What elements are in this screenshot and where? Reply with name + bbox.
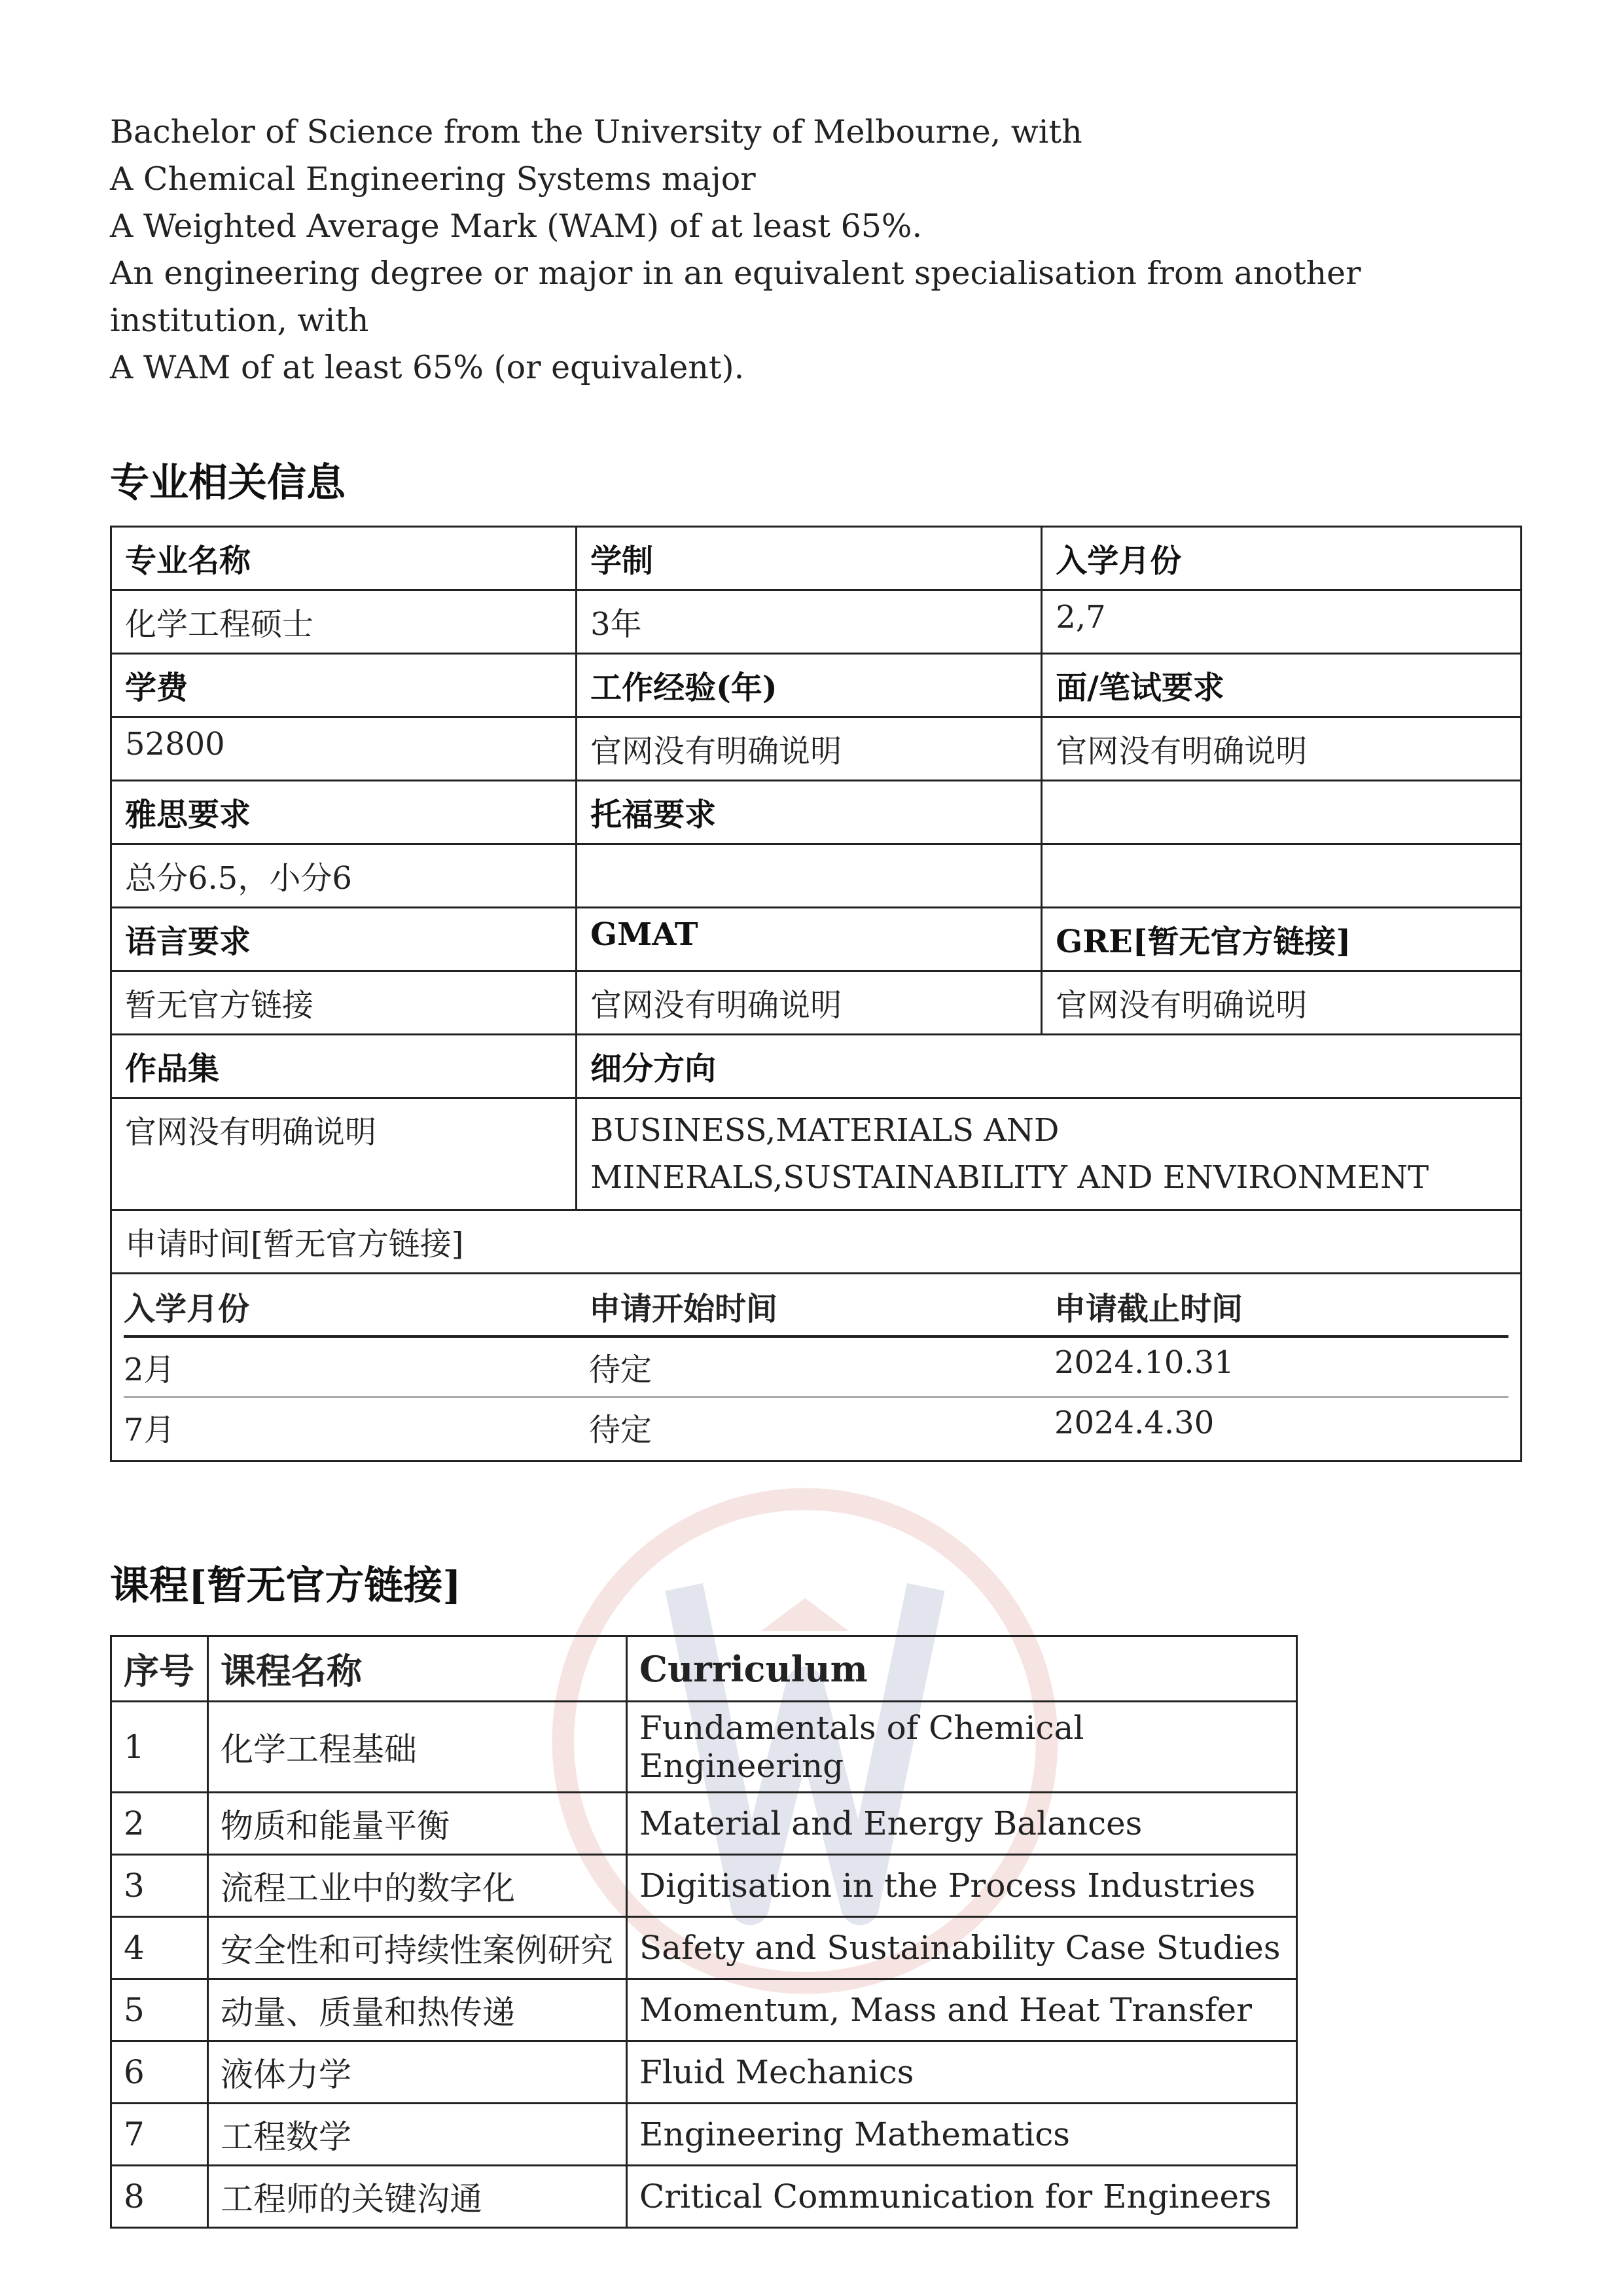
apply-start: 待定 bbox=[588, 1412, 652, 1448]
intro-requirements bbox=[110, 109, 1537, 391]
course-row bbox=[111, 2104, 1297, 2166]
course-name-en: Critical Communication for Engineers bbox=[627, 2166, 1297, 2228]
header-duration: 学制 bbox=[577, 527, 1042, 590]
header-toefl: 托福要求 bbox=[577, 781, 1042, 844]
value-intake: 2,7 bbox=[1042, 590, 1522, 654]
intro-line: Bachelor of Science from the University of Melbourne, with bbox=[110, 113, 1082, 151]
header-work-experience: 工作经验(年) bbox=[577, 654, 1042, 717]
application-time-table bbox=[124, 1274, 1508, 1456]
apply-header-intake: 入学月份 bbox=[124, 1274, 589, 1336]
header-ielts: 雅思要求 bbox=[111, 781, 577, 844]
course-number: 2 bbox=[111, 1793, 208, 1855]
course-name-cn: 安全性和可持续性案例研究 bbox=[208, 1917, 627, 1979]
course-header-number: 序号 bbox=[111, 1636, 208, 1702]
value-gmat: 官网没有明确说明 bbox=[577, 971, 1042, 1035]
course-number: 6 bbox=[111, 2041, 208, 2104]
header-gmat: GMAT bbox=[577, 908, 1042, 971]
apply-intake: 2月 bbox=[124, 1336, 589, 1397]
course-name-en: Safety and Sustainability Case Studies bbox=[627, 1917, 1297, 1979]
value-ielts: 总分6.5，小分6 bbox=[111, 844, 577, 908]
intro-line: A Chemical Engineering Systems major bbox=[110, 160, 756, 198]
course-name-en: Engineering Mathematics bbox=[627, 2104, 1297, 2166]
header-tuition: 学费 bbox=[111, 654, 577, 717]
course-name-en: Momentum, Mass and Heat Transfer bbox=[627, 1979, 1297, 2041]
apply-deadline: 2024.10.31 bbox=[1054, 1336, 1508, 1397]
apply-header-deadline: 申请截止时间 bbox=[1054, 1274, 1508, 1336]
course-row bbox=[111, 2041, 1297, 2104]
header-gre: GRE[暂无官方链接] bbox=[1042, 908, 1522, 971]
course-number: 7 bbox=[111, 2104, 208, 2166]
course-table bbox=[110, 1635, 1298, 2229]
course-name-cn: 流程工业中的数字化 bbox=[208, 1855, 627, 1917]
value-gre: 官网没有明确说明 bbox=[1042, 971, 1522, 1035]
value-language: 暂无官方链接 bbox=[111, 971, 577, 1035]
course-name-cn: 液体力学 bbox=[208, 2041, 627, 2104]
course-number: 1 bbox=[111, 1702, 208, 1793]
value-major: 化学工程硕士 bbox=[111, 590, 577, 654]
program-info-table bbox=[110, 526, 1522, 1462]
course-name-cn: 工程数学 bbox=[208, 2104, 627, 2166]
header-interview: 面/笔试要求 bbox=[1042, 654, 1522, 717]
intro-line: An engineering degree or major in an equivalent specialisation from another institution, with bbox=[110, 255, 1361, 339]
info-section-title: 专业相关信息 bbox=[110, 460, 346, 506]
header-intake: 入学月份 bbox=[1042, 527, 1522, 590]
course-row bbox=[111, 1855, 1297, 1917]
course-name-en: Fluid Mechanics bbox=[627, 2041, 1297, 2104]
course-row bbox=[111, 1979, 1297, 2041]
apply-header-start: 申请开始时间 bbox=[589, 1274, 1054, 1336]
course-number: 5 bbox=[111, 1979, 208, 2041]
course-number: 3 bbox=[111, 1855, 208, 1917]
value-direction: BUSINESS,MATERIALS AND MINERALS,SUSTAINABILITY AND ENVIRONMENT bbox=[577, 1098, 1522, 1210]
apply-intake: 7月 bbox=[124, 1412, 175, 1448]
value-interview: 官网没有明确说明 bbox=[1042, 717, 1522, 781]
intro-line: A Weighted Average Mark (WAM) of at least 65%. bbox=[110, 207, 923, 245]
apply-row bbox=[124, 1397, 1508, 1457]
apply-start: 待定 bbox=[589, 1336, 1054, 1397]
value-toefl bbox=[577, 844, 1042, 908]
header-direction: 细分方向 bbox=[577, 1035, 1522, 1098]
value-duration: 3年 bbox=[577, 590, 1042, 654]
course-row bbox=[111, 1702, 1297, 1793]
course-header-curriculum: Curriculum bbox=[627, 1636, 1297, 1702]
apply-row bbox=[124, 1336, 1508, 1397]
application-time-title: 申请时间[暂无官方链接] bbox=[111, 1210, 1522, 1274]
course-row bbox=[111, 1917, 1297, 1979]
value-work-experience: 官网没有明确说明 bbox=[577, 717, 1042, 781]
course-name-en: Fundamentals of Chemical Engineering bbox=[627, 1702, 1297, 1793]
empty-cell bbox=[1042, 844, 1522, 908]
course-number: 8 bbox=[111, 2166, 208, 2228]
header-language: 语言要求 bbox=[111, 908, 577, 971]
course-header-name-cn: 课程名称 bbox=[208, 1636, 627, 1702]
course-name-en: Digitisation in the Process Industries bbox=[627, 1855, 1297, 1917]
value-portfolio: 官网没有明确说明 bbox=[111, 1098, 577, 1210]
course-row bbox=[111, 1793, 1297, 1855]
value-tuition: 52800 bbox=[111, 717, 577, 781]
course-name-cn: 工程师的关键沟通 bbox=[208, 2166, 627, 2228]
application-time-cell bbox=[111, 1274, 1522, 1462]
empty-cell bbox=[1042, 781, 1522, 844]
course-name-cn: 化学工程基础 bbox=[208, 1702, 627, 1793]
header-major: 专业名称 bbox=[111, 527, 577, 590]
course-name-cn: 物质和能量平衡 bbox=[208, 1793, 627, 1855]
course-number: 4 bbox=[111, 1917, 208, 1979]
intro-line: A WAM of at least 65% (or equivalent). bbox=[110, 349, 745, 386]
header-portfolio: 作品集 bbox=[111, 1035, 577, 1098]
course-row bbox=[111, 2166, 1297, 2228]
course-section-title: 课程[暂无官方链接] bbox=[110, 1563, 461, 1609]
apply-deadline: 2024.4.30 bbox=[1054, 1405, 1215, 1441]
course-name-cn: 动量、质量和热传递 bbox=[208, 1979, 627, 2041]
course-name-en: Material and Energy Balances bbox=[627, 1793, 1297, 1855]
